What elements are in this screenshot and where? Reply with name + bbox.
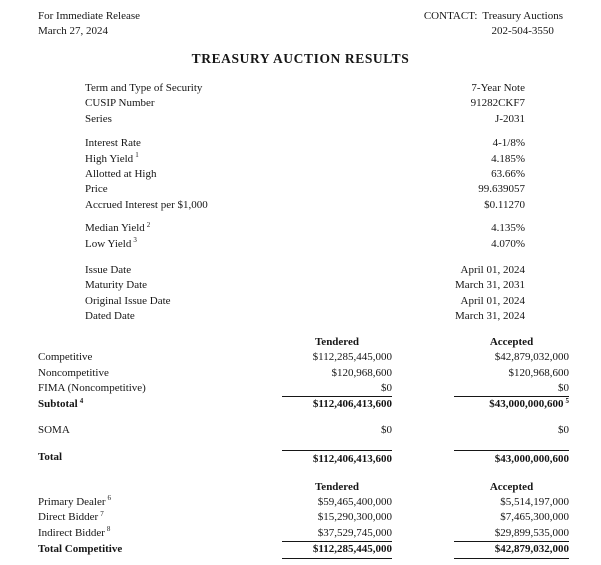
detail-value: March 31, 2031 bbox=[455, 279, 525, 292]
detail-row bbox=[85, 309, 525, 324]
detail-value: April 01, 2024 bbox=[460, 294, 525, 307]
table-row-soma bbox=[38, 423, 569, 438]
detail-label: Allotted at High bbox=[85, 168, 157, 181]
detail-row bbox=[85, 136, 525, 151]
tendered-value: $15,290,300,000 bbox=[317, 511, 392, 524]
tendered-value: $112,406,413,600 bbox=[312, 398, 392, 411]
row-label: FIMA (Noncompetitive) bbox=[38, 381, 146, 394]
accepted-value: $0 bbox=[558, 423, 569, 436]
detail-value: March 31, 2024 bbox=[455, 310, 525, 323]
detail-label: Low Yield $^3$ bbox=[85, 236, 137, 250]
detail-row bbox=[85, 152, 525, 167]
accepted-value: $43,000,000,600 $^5$ bbox=[489, 396, 569, 411]
tendered-value: $112,285,445,000 bbox=[282, 542, 392, 558]
detail-label: CUSIP Number bbox=[85, 97, 155, 110]
accepted-value: $7,465,300,000 bbox=[500, 511, 569, 524]
row-label: Primary Dealer $^6$ bbox=[38, 494, 111, 508]
tendered-value: $37,529,745,000 bbox=[282, 526, 392, 542]
table-row bbox=[38, 510, 569, 525]
dates-group bbox=[85, 263, 525, 325]
page-title: TREASURY AUCTION RESULTS bbox=[191, 51, 410, 66]
tendered-value: $0 bbox=[381, 423, 392, 436]
security-info-group bbox=[85, 81, 525, 127]
detail-label: Maturity Date bbox=[85, 279, 148, 292]
table-row-total bbox=[38, 450, 569, 467]
contact-name: Treasury Auctions bbox=[482, 10, 563, 22]
detail-row bbox=[85, 96, 525, 111]
row-label: Subtotal $^4$ bbox=[38, 396, 84, 411]
detail-value: 99.639057 bbox=[478, 183, 525, 196]
table-row bbox=[38, 526, 569, 542]
accepted-value: $43,000,000,600 bbox=[454, 450, 569, 467]
table-row bbox=[38, 495, 569, 510]
detail-label: Dated Date bbox=[85, 310, 135, 323]
detail-label: Accrued Interest per $1,000 bbox=[85, 198, 208, 211]
row-label: Direct Bidder $^7$ bbox=[38, 509, 104, 524]
table-row bbox=[38, 350, 569, 365]
detail-row bbox=[85, 182, 525, 197]
accepted-value: $0 bbox=[454, 381, 569, 397]
detail-row bbox=[85, 263, 525, 278]
contact-details bbox=[482, 9, 563, 38]
column-header-tendered: Tendered bbox=[314, 335, 359, 348]
tendered-value: $0 bbox=[282, 381, 392, 397]
detail-value: 91282CKF7 bbox=[470, 97, 525, 110]
tendered-value: $59,465,400,000 bbox=[317, 495, 392, 508]
detail-value: 4.185% bbox=[491, 152, 525, 165]
table-row bbox=[38, 381, 569, 397]
detail-value: April 01, 2024 bbox=[460, 264, 525, 277]
detail-row bbox=[85, 294, 525, 309]
accepted-value: $42,879,032,000 bbox=[494, 351, 569, 364]
detail-row bbox=[85, 167, 525, 182]
detail-label: Series bbox=[85, 112, 112, 125]
table-row bbox=[38, 366, 569, 381]
release-block bbox=[38, 9, 140, 38]
row-label: Total Competitive bbox=[38, 543, 123, 556]
detail-row bbox=[85, 221, 525, 236]
accepted-value: $120,968,600 bbox=[508, 366, 569, 379]
detail-label: Median Yield $^2$ bbox=[85, 220, 151, 235]
row-label: Indirect Bidder $^8$ bbox=[38, 525, 111, 539]
detail-value: $0.11270 bbox=[484, 198, 525, 211]
row-label: SOMA bbox=[38, 423, 70, 436]
detail-row bbox=[85, 278, 525, 293]
accepted-value: $29,899,535,000 bbox=[454, 526, 569, 542]
detail-value: J-2031 bbox=[495, 112, 525, 125]
table-header-row bbox=[38, 335, 569, 350]
release-line: For Immediate Release bbox=[38, 10, 141, 22]
allocation-table bbox=[38, 335, 569, 468]
table-header-row bbox=[38, 480, 569, 495]
column-header-tendered: Tendered bbox=[314, 480, 359, 493]
table-row-total-competitive bbox=[38, 542, 569, 558]
document-header bbox=[0, 0, 601, 38]
detail-label: Interest Rate bbox=[85, 137, 141, 150]
detail-row bbox=[85, 112, 525, 127]
detail-row bbox=[85, 237, 525, 252]
detail-row bbox=[85, 198, 525, 213]
column-header-accepted: Accepted bbox=[489, 480, 534, 493]
detail-value: 63.66% bbox=[491, 168, 525, 181]
tendered-value: $120,968,600 bbox=[331, 366, 392, 379]
row-label: Noncompetitive bbox=[38, 366, 109, 379]
detail-label: Price bbox=[85, 183, 108, 196]
detail-label: Term and Type of Security bbox=[85, 82, 203, 94]
tendered-value: $112,406,413,600 bbox=[282, 450, 392, 467]
contact-phone: 202-504-3550 bbox=[491, 24, 554, 37]
column-header-accepted: Accepted bbox=[489, 335, 534, 348]
rates-group bbox=[85, 136, 525, 213]
accepted-value: $42,879,032,000 bbox=[454, 542, 569, 558]
row-label: Competitive bbox=[38, 351, 93, 364]
release-date: March 27, 2024 bbox=[38, 24, 108, 37]
detail-value: 4-1/8% bbox=[492, 137, 525, 150]
row-label: Total bbox=[38, 451, 63, 464]
table-row-subtotal bbox=[38, 397, 569, 412]
yields-group bbox=[85, 221, 525, 252]
tendered-value: $112,285,445,000 bbox=[312, 351, 392, 364]
accepted-value: $5,514,197,000 bbox=[500, 495, 569, 508]
detail-label: Issue Date bbox=[85, 264, 132, 277]
contact-block bbox=[424, 9, 563, 38]
detail-value: 4.135% bbox=[491, 222, 525, 235]
detail-label: Original Issue Date bbox=[85, 294, 171, 307]
detail-value: 7-Year Note bbox=[471, 82, 525, 94]
contact-label: CONTACT: bbox=[423, 10, 478, 22]
detail-value: 4.070% bbox=[491, 237, 525, 250]
detail-label: High Yield $^1$ bbox=[85, 150, 139, 165]
bidder-table bbox=[38, 480, 569, 559]
detail-row bbox=[85, 81, 525, 96]
